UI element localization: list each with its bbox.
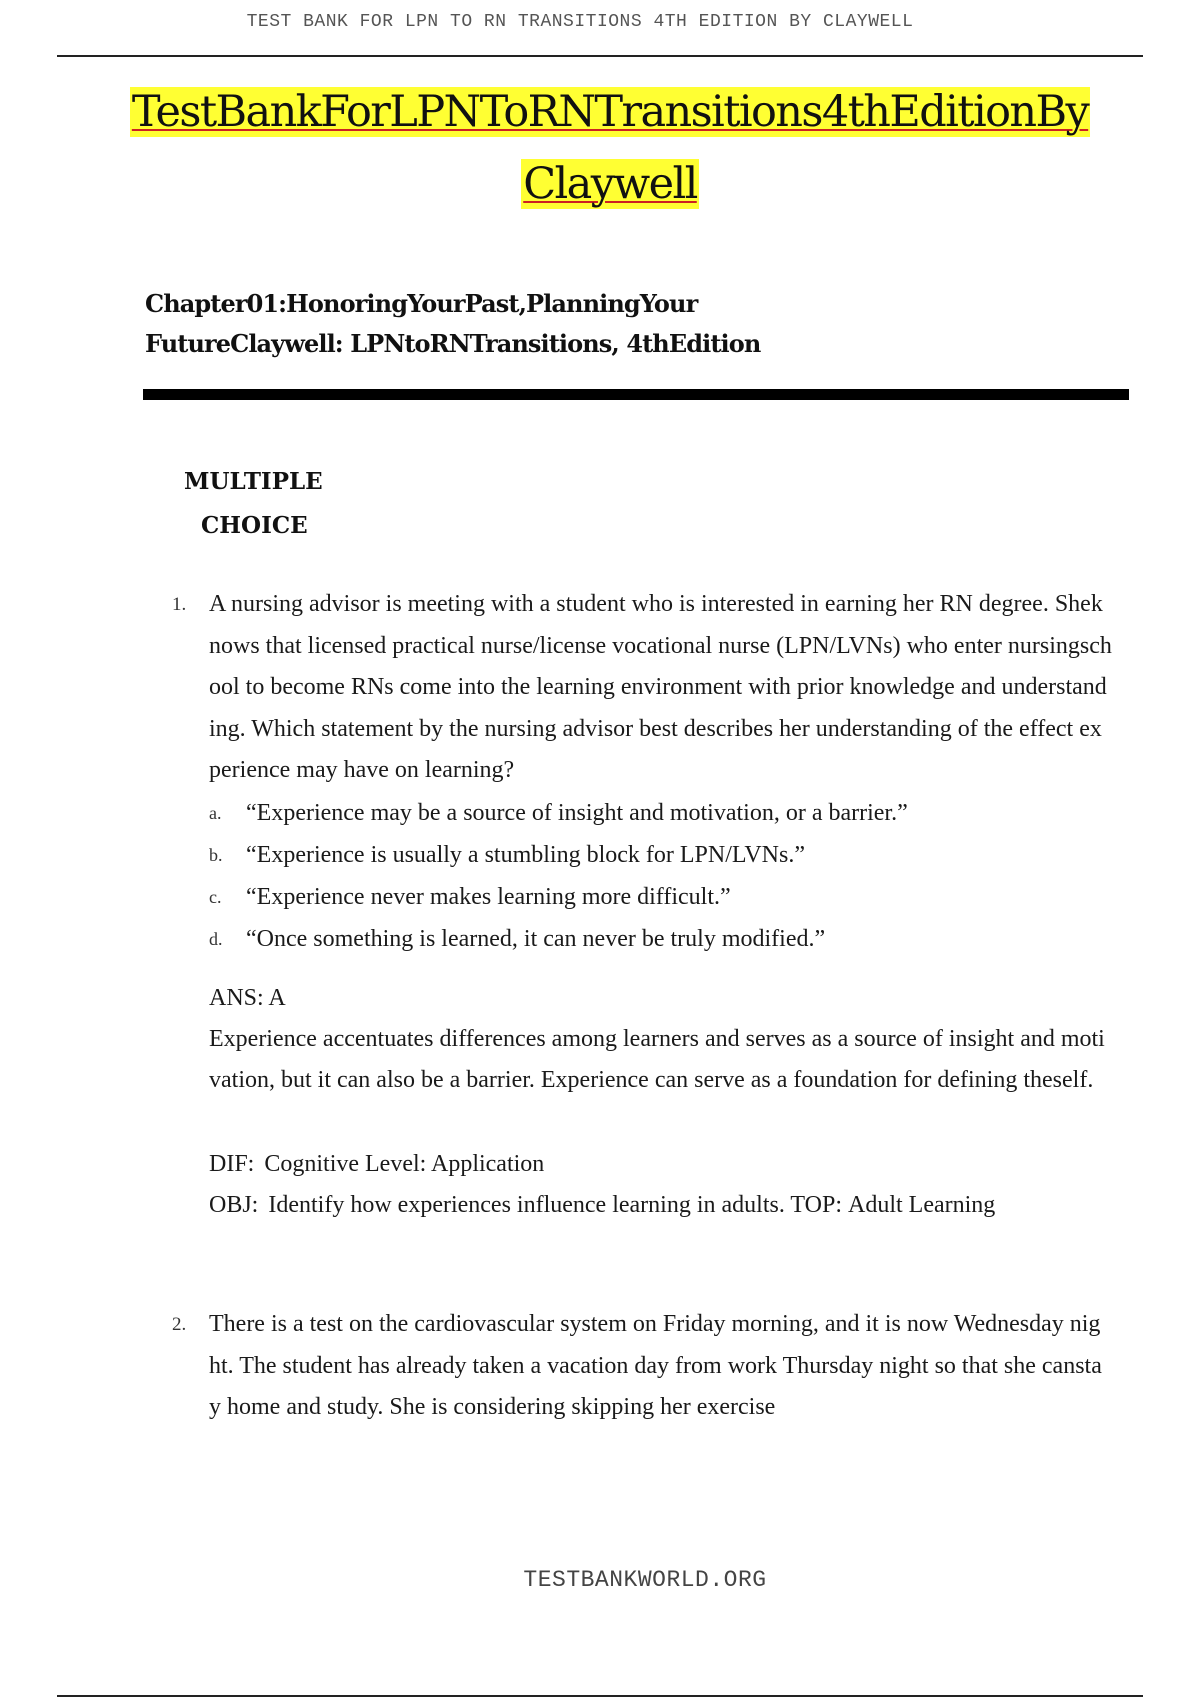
choice-a bbox=[209, 792, 1112, 834]
dif-value: Cognitive Level: Application bbox=[264, 1150, 545, 1177]
title-line-2: Claywell bbox=[523, 159, 697, 209]
footer-divider bbox=[57, 1695, 1143, 1697]
choice-letter: c. bbox=[209, 886, 222, 907]
question-2 bbox=[172, 1304, 1112, 1429]
choice-text: “Once something is learned, it can never be truly modified.” bbox=[246, 925, 826, 952]
question-number: 1. bbox=[172, 594, 187, 615]
choice-text: “Experience may be a source of insight and motivation, or a barrier.” bbox=[246, 799, 908, 826]
chapter-heading bbox=[145, 284, 865, 364]
choice-d bbox=[209, 918, 1112, 960]
question-stem: A nursing advisor is meeting with a student who is interested in earning her RN degree. Sheknows that licensed practical nurse/license vocational nurse (LPN/LVNs) who enter nursingschool to become RNs come into the learning environment with prior knowledge and understanding. Which statement by the nursing advisor best describes her understanding of the effect experience may have on learning? bbox=[209, 591, 1112, 783]
rationale: Experience accentuates differences among learners and serves as a source of insight and motivation, but it can also be a barrier. Experience can serve as a foundation for defining theself. bbox=[209, 1025, 1105, 1093]
question-stem: There is a test on the cardiovascular system on Friday morning, and it is now Wednesday night. The student has already taken a vacation day from work Thursday night so that she canstay home and study. She is considering skipping her exercise bbox=[209, 1311, 1102, 1420]
running-header: TEST BANK FOR LPN TO RN TRANSITIONS 4TH EDITION BY CLAYWELL bbox=[246, 12, 914, 32]
chapter-line-1: Chapter01:HonoringYourPast,PlanningYour bbox=[145, 289, 698, 318]
section-heading bbox=[184, 460, 323, 548]
choice-letter: d. bbox=[209, 928, 223, 949]
obj-value: Identify how experiences influence learning in adults. bbox=[268, 1191, 785, 1218]
top-value: Adult Learning bbox=[848, 1191, 996, 1218]
choice-text: “Experience never makes learning more difficult.” bbox=[246, 883, 731, 910]
choice-letter: b. bbox=[209, 844, 223, 865]
difficulty-line bbox=[209, 1144, 1112, 1185]
section-line-2: CHOICE bbox=[201, 512, 308, 539]
chapter-divider bbox=[143, 389, 1129, 400]
title-line-1: TestBankForLPNToRNTransitions4thEditionBy bbox=[131, 87, 1089, 137]
objective-line bbox=[209, 1185, 1112, 1226]
choice-text: “Experience is usually a stumbling block for LPN/LVNs.” bbox=[246, 841, 806, 868]
question-1 bbox=[172, 584, 1112, 1226]
choice-c bbox=[209, 876, 1112, 918]
header-divider bbox=[57, 55, 1143, 57]
dif-label: DIF: bbox=[209, 1150, 255, 1177]
answer-choices bbox=[209, 792, 1112, 960]
document-title bbox=[120, 76, 1100, 220]
question-metadata bbox=[209, 1144, 1112, 1226]
choice-letter: a. bbox=[209, 802, 222, 823]
answer-block bbox=[209, 978, 1112, 1102]
footer-site: TESTBANKWORLD.ORG bbox=[523, 1567, 767, 1593]
section-line-1: MULTIPLE bbox=[184, 468, 323, 495]
top-label: TOP: bbox=[790, 1191, 842, 1218]
chapter-line-2: FutureClaywell: LPNtoRNTransitions, 4thEdition bbox=[145, 329, 761, 358]
choice-b bbox=[209, 834, 1112, 876]
answer-key: ANS: A bbox=[209, 984, 286, 1011]
obj-label: OBJ: bbox=[209, 1191, 259, 1218]
question-number: 2. bbox=[172, 1314, 187, 1335]
